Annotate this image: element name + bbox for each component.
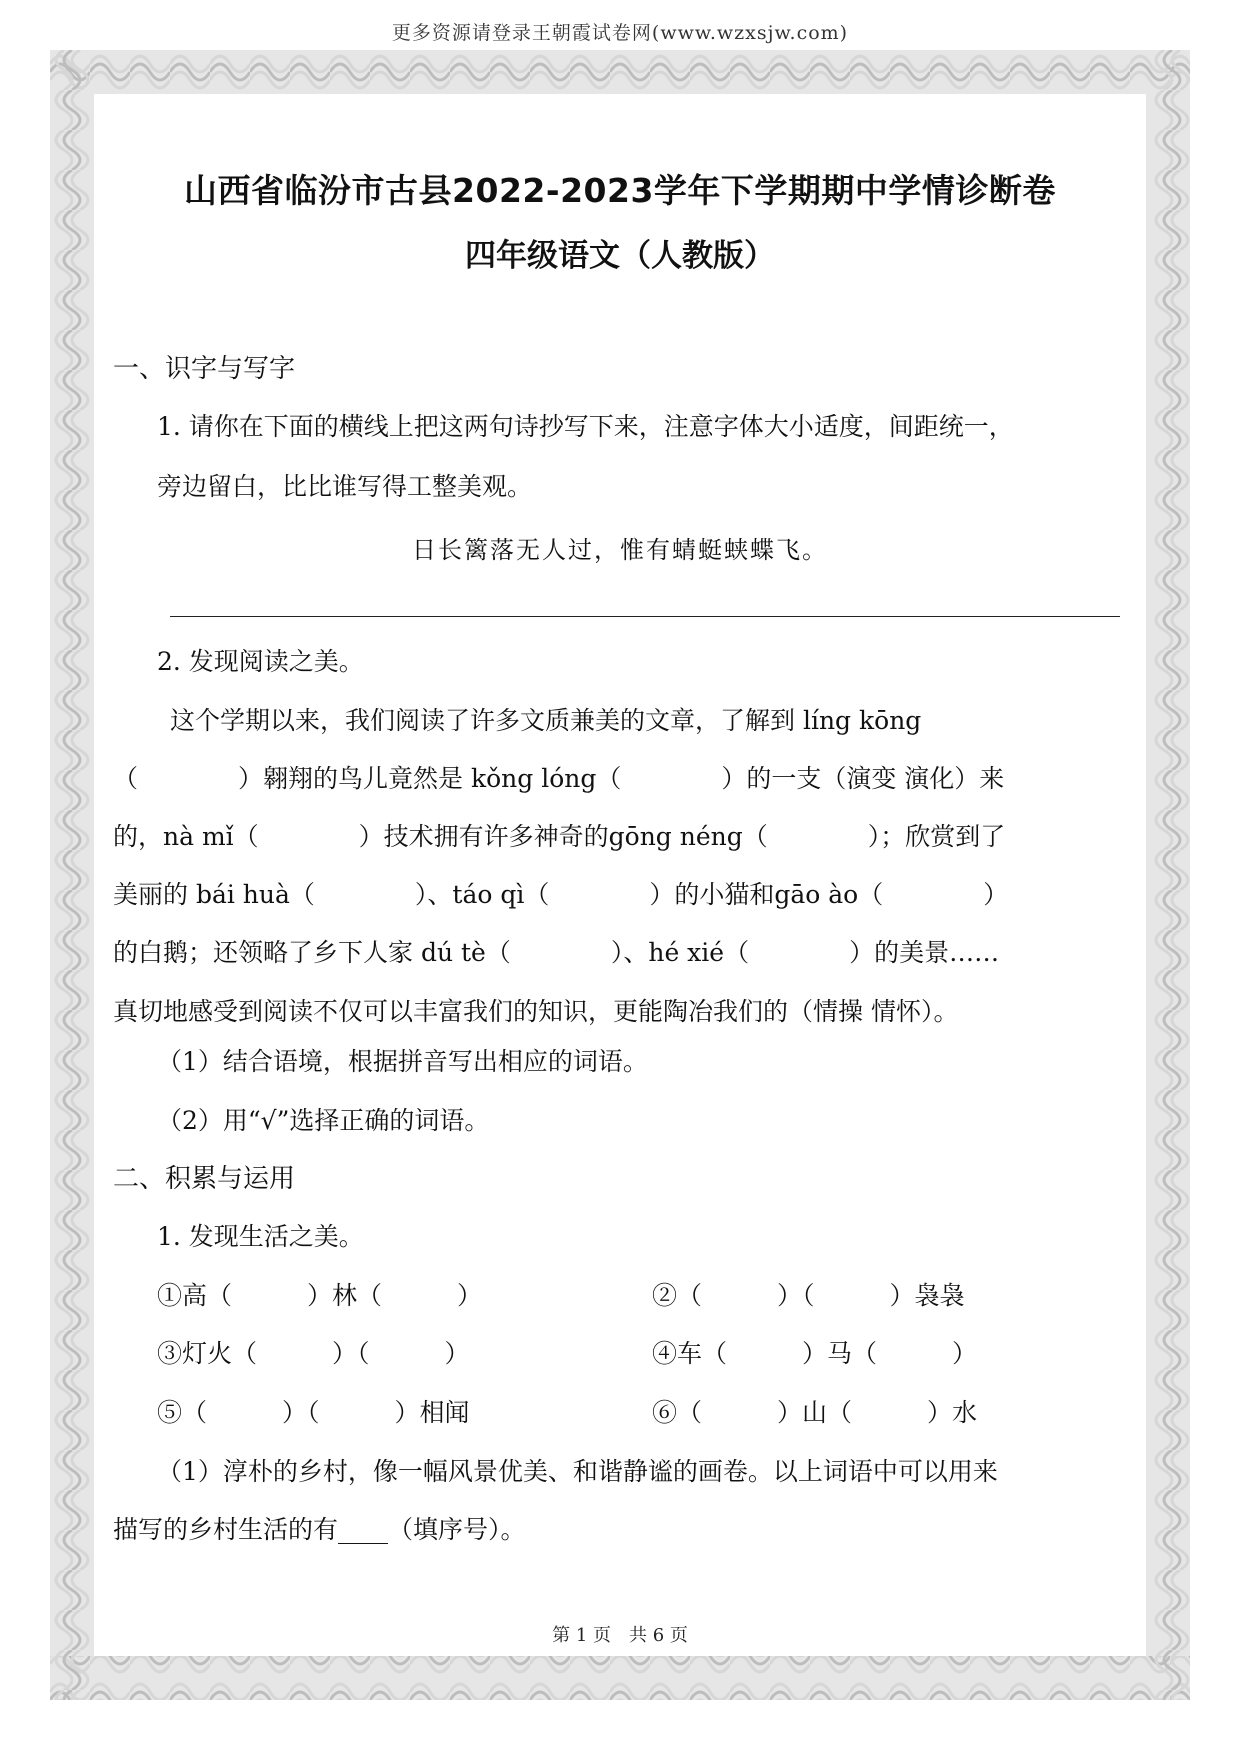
copy-answer-line[interactable] [170,616,1120,617]
poem-text: 日长篱落无人过，惟有蜻蜓蛱蝶飞。 [412,536,828,564]
idiom-item-3: ③灯火（ ）（ ） [157,1339,470,1368]
page-number: 第 1 页 共 6 页 [552,1625,688,1646]
s2-q1-heading: 1. 发现生活之美。 [157,1222,364,1251]
q2-paragraph-line1: 这个学期以来，我们阅读了许多文质兼美的文章，了解到 líng kōng [170,706,922,735]
idiom-item-6: ⑥（ ）山（ ）水 [652,1398,978,1427]
q2-sub2: （2）用“√”选择正确的词语。 [157,1106,490,1135]
q2-heading: 2. 发现阅读之美。 [157,647,364,676]
q2-paragraph-line2: （ ）翱翔的鸟儿竟然是 kǒng lóng（ ）的一支（演变 演化）来 [113,764,1005,793]
section2-heading: 二、积累与运用 [113,1164,296,1194]
idiom-item-5: ⑤（ ）（ ）相闻 [157,1398,470,1427]
exam-subtitle: 四年级语文（人教版） [465,238,775,274]
watermark-text: 更多资源请登录王朝霞试卷网(www.wzxsjw.com) [391,22,849,44]
q2-sub1: （1）结合语境，根据拼音写出相应的词语。 [157,1047,648,1076]
q2-paragraph-line4: 美丽的 bái huà（ ）、táo qì（ ）的小猫和gāo ào（ ） [113,880,1009,909]
q1-text-line1: 1. 请你在下面的横线上把这两句诗抄写下来，注意字体大小适度，间距统一， [157,412,1014,441]
idiom-item-4: ④车（ ）马（ ） [652,1339,978,1368]
idiom-item-2: ②（ ）（ ）袅袅 [652,1281,965,1310]
q2-paragraph-line5: 的白鹅；还领略了乡下人家 dú tè（ ）、hé xié（ ）的美景…… [113,938,1000,967]
section1-heading: 一、识字与写字 [113,354,296,384]
q1-text-line2: 旁边留白，比比谁写得工整美观。 [157,472,533,501]
q2-paragraph-line6: 真切地感受到阅读不仅可以丰富我们的知识，更能陶冶我们的（情操 情怀）。 [113,997,959,1026]
s2-q1-sub1-line2: 描写的乡村生活的有____（填序号）。 [113,1515,526,1544]
q2-paragraph-line3: 的，nà mǐ（ ）技术拥有许多神奇的gōng néng（ ）；欣赏到了 [113,822,1006,851]
s2-q1-sub1-line1: （1）淳朴的乡村，像一幅风景优美、和谐静谧的画卷。以上词语中可以用来 [157,1457,998,1486]
idiom-item-1: ①高（ ）林（ ） [157,1281,483,1310]
exam-title: 山西省临汾市古县2022-2023学年下学期期中学情诊断卷 [184,171,1056,210]
